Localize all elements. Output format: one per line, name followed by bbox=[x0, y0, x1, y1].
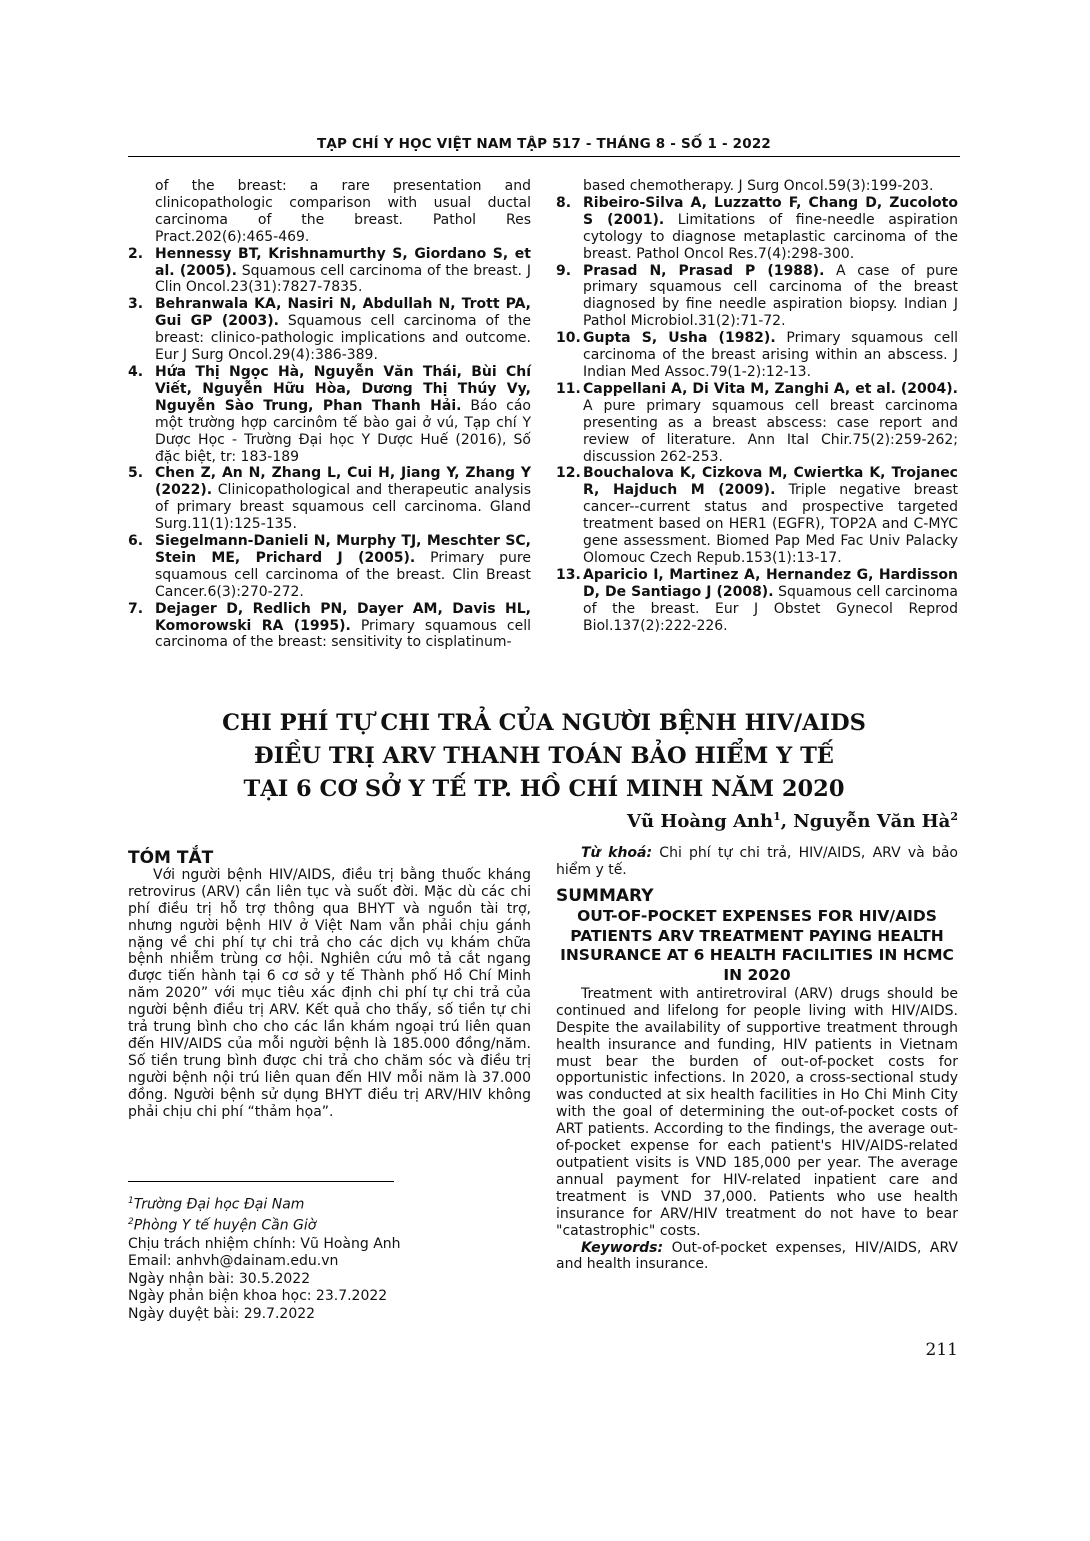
reference-text: A pure primary squamous cell breast carcinoma presenting as a breast abscess: case report and review of literature. Ann Ital Chir.75(2):259-262; discussion 262-253. bbox=[583, 397, 958, 465]
reference-item bbox=[556, 330, 958, 381]
reference-authors: Hứa Thị Ngọc Hà, Nguyễn Văn Thái, Bùi Chí Viết, Nguyễn Hữu Hòa, Dương Thị Thúy Vy, Nguyễn Sào Trung, Phan Thanh Hải. bbox=[155, 363, 531, 414]
reference-text: Limitations of fine-needle aspiration cytology to diagnose metaplastic carcinoma of the breast. Pathol Oncol Res.7(4):298-300. bbox=[583, 211, 958, 262]
reference-item bbox=[556, 381, 958, 466]
reference-number: 3. bbox=[128, 296, 144, 313]
references-left-column bbox=[128, 178, 531, 651]
reference-authors: Prasad N, Prasad P (1988). bbox=[583, 262, 825, 279]
summary-body: Treatment with antiretroviral (ARV) drugs should be continued and lifelong for people living with HIV/AIDS. Despite the availability of supportive treatment through health insurance and funding, HIV patients in Vietnam must bear the burden of out-of-pocket costs for opportunistic infections. In 2020, a cross-sectional study was conducted at six health facilities in Ho Chi Minh City with the goal of determining the out-of-pocket costs of ART patients. According to the findings, the average out-of-pocket expense for each patient's HIV/AIDS-related outpatient visits is VND 185,000 per year. The average annual payment for HIV-related inpatient care and treatment is VND 37,000. Patients who use health insurance for ARV/HIV treatment do not have to bear "catastrophic" costs. bbox=[556, 985, 958, 1239]
reference-text: Triple negative breast cancer--current status and prospective targeted treatment based on HER1 (EGFR), TOP2A and C-MYC gene assessment. Biomed Pap Med Fac Univ Palacky Olomouc Czech Repub.153(1):13-17. bbox=[583, 482, 958, 566]
author-name: Vũ Hoàng Anh bbox=[627, 811, 774, 832]
reference-number: 12. bbox=[556, 465, 581, 482]
reference-item bbox=[128, 364, 531, 465]
reference-item bbox=[556, 465, 958, 566]
reference-number: 5. bbox=[128, 465, 144, 482]
keywords-label: Keywords: bbox=[581, 1239, 664, 1256]
section-heading-tom-tat: TÓM TẮT bbox=[128, 848, 214, 868]
reference-text: Squamous cell carcinoma of the breast. Eur J Obstet Gynecol Reprod Biol.137(2):222-226. bbox=[583, 583, 958, 634]
reference-item bbox=[128, 601, 531, 652]
page-number: 211 bbox=[925, 1340, 958, 1360]
reference-number: 4. bbox=[128, 363, 144, 380]
reference-number: 9. bbox=[556, 262, 572, 279]
reference-authors: Cappellani A, Di Vita M, Zanghi A, et al. (2004). bbox=[583, 380, 958, 397]
english-title: OUT-OF-POCKET EXPENSES FOR HIV/AIDS PATIENTS ARV TREATMENT PAYING HEALTH INSURANCE AT 6 HEALTH FACILITIES IN HCMC IN 2020 bbox=[560, 906, 954, 985]
reference-authors: Behranwala KA, Nasiri N, Abdullah N, Trott PA, Gui GP (2003). bbox=[155, 296, 531, 330]
title-line: ĐIỀU TRỊ ARV THANH TOÁN BẢO HIỂM Y TẾ bbox=[254, 743, 834, 769]
vietnamese-keywords bbox=[556, 845, 958, 879]
reference-authors: Bouchalova K, Cizkova M, Cwiertka K, Trojanec R, Hajduch M (2009). bbox=[583, 465, 958, 499]
reference-authors: Ribeiro-Silva A, Luzzatto F, Chang D, Zucoloto S (2001). bbox=[583, 194, 958, 228]
reference-text: Primary squamous cell carcinoma of the breast arising within an abscess. J Indian Med Assoc.79(1-2):12-13. bbox=[583, 330, 959, 380]
reference-number: 8. bbox=[556, 194, 572, 211]
header-rule bbox=[128, 156, 960, 157]
affiliation-footnote bbox=[128, 1214, 531, 1235]
affiliation-mark: 2 bbox=[950, 810, 958, 823]
reference-text: A case of pure primary squamous cell carcinoma of the breast diagnosed by fine needle aspiration biopsy. Indian J Pathol Microbiol.31(2):71-72. bbox=[583, 262, 958, 330]
reference-text: Squamous cell carcinoma of the breast: clinico-pathologic implications and outcome. Eur J Surg Oncol.29(4):386-389. bbox=[155, 313, 531, 364]
footnote-line: Ngày phản biện khoa học: 23.7.2022 bbox=[128, 1288, 388, 1305]
reference-item bbox=[128, 465, 531, 533]
article-title bbox=[128, 707, 960, 806]
reference-item bbox=[556, 263, 958, 331]
reference-number: 7. bbox=[128, 600, 144, 617]
abstract-body: Với người bệnh HIV/AIDS, điều trị bằng thuốc kháng retrovirus (ARV) cần liên tục và suốt đời. Mặc dù các chi phí điều trị hỗ trợ thông qua BHYT và nguồn tài trợ, nhưng người bệnh HIV ở Việt Nam vẫn phải chịu gánh nặng về chi phí tự chi trả cho các dịch vụ khám chữa bệnh nhiễm trùng cơ hội. Nghiên cứu mô tả cắt ngang được tiến hành tại 6 cơ sở y tế Thành phố Hồ Chí Minh năm 2020” với mục tiêu xác định chi phí tự chi trả của người bệnh điều trị ARV. Kết quả cho thấy, số tiền tự chi trả trung bình cho cho các lần khám ngoại trú liên quan đến HIV/AIDS của mỗi người bệnh là 185.000 đồng/năm. Số tiền trung bình được chi trả cho chăm sóc và điều trị người bệnh nội trú liên quan đến HIV mỗi năm là 37.000 đồng. Người bệnh sử dụng BHYT điều trị ARV/HIV không phải chịu chi phí “thảm họa”. bbox=[128, 866, 531, 1120]
footnote-line: Email: anhvh@dainam.edu.vn bbox=[128, 1253, 339, 1270]
reference-text: Báo cáo một trường hợp carcinôm tế bào gai ở vú, Tạp chí Y Dược Học - Trường Đại học Y Dược Huế (2016), Số đặc biệt, tr: 183-189 bbox=[155, 397, 531, 465]
reference-item bbox=[556, 567, 958, 635]
footnote-text: Phòng Y tế huyện Cần Giờ bbox=[133, 1217, 317, 1234]
abstract-english bbox=[556, 845, 958, 1273]
reference-authors: Aparicio I, Martinez A, Hernandez G, Hardisson D, De Santiago J (2008). bbox=[583, 566, 958, 600]
reference-number: 11. bbox=[556, 380, 581, 397]
footnote-rule bbox=[128, 1181, 394, 1182]
author-separator: , bbox=[780, 811, 794, 832]
reference-authors: Hennessy BT, Krishnamurthy S, Giordano S, et al. (2005). bbox=[155, 245, 531, 279]
reference-item bbox=[128, 246, 531, 297]
journal-header: TẠP CHÍ Y HỌC VIỆT NAM TẬP 517 - THÁNG 8 - SỐ 1 - 2022 bbox=[316, 136, 772, 152]
affiliation-footnote bbox=[128, 1193, 531, 1214]
footnote-line: Ngày duyệt bài: 29.7.2022 bbox=[128, 1305, 316, 1322]
reference-text: of the breast: a rare presentation and clinicopathologic comparison with usual ductal carcinoma of the breast. Pathol Res Pract.202(6):465-469. bbox=[155, 178, 531, 245]
reference-item bbox=[128, 296, 531, 364]
reference-authors: Dejager D, Redlich PN, Dayer AM, Davis HL, Komorowski RA (1995). bbox=[155, 600, 531, 634]
footnote-mark: 1 bbox=[128, 1196, 134, 1206]
keywords-text: Out-of-pocket expenses, HIV/AIDS, ARV and health insurance. bbox=[556, 1239, 958, 1273]
abstract-vietnamese bbox=[128, 850, 531, 1121]
english-keywords bbox=[556, 1240, 958, 1274]
references-right-column bbox=[556, 178, 958, 634]
reference-number: 2. bbox=[128, 245, 144, 262]
reference-number: 13. bbox=[556, 566, 581, 583]
reference-number: 10. bbox=[556, 330, 581, 347]
reference-text: Primary squamous cell carcinoma of the breast: sensitivity to cisplatinum- bbox=[155, 617, 531, 651]
footnote-line: Ngày nhận bài: 30.5.2022 bbox=[128, 1270, 311, 1287]
reference-authors: Chen Z, An N, Zhang L, Cui H, Jiang Y, Zhang Y (2022). bbox=[155, 465, 531, 499]
footnote-line: Chịu trách nhiệm chính: Vũ Hoàng Anh bbox=[128, 1235, 401, 1252]
title-line: TẠI 6 CƠ SỞ Y TẾ TP. HỒ CHÍ MINH NĂM 2020 bbox=[243, 776, 845, 802]
reference-item bbox=[128, 533, 531, 601]
footnotes bbox=[128, 1193, 531, 1323]
reference-number: 6. bbox=[128, 533, 144, 550]
keywords-label: Từ khoá: bbox=[581, 845, 653, 861]
keywords-text: Chi phí tự chi trả, HIV/AIDS, ARV và bảo hiểm y tế. bbox=[556, 845, 958, 878]
reference-text: Primary pure squamous cell carcinoma of the breast. Clin Breast Cancer.6(3):270-272. bbox=[155, 549, 531, 600]
reference-text: Squamous cell carcinoma of the breast. J Clin Oncol.23(31):7827-7835. bbox=[155, 262, 531, 296]
footnote-text: Trường Đại học Đại Nam bbox=[133, 1196, 305, 1213]
reference-text: based chemotherapy. J Surg Oncol.59(3):199-203. bbox=[583, 178, 934, 194]
reference-item bbox=[128, 178, 531, 246]
reference-authors: Siegelmann-Danieli N, Murphy TJ, Meschter SC, Stein ME, Prichard J (2005). bbox=[155, 533, 531, 566]
reference-text: Clinicopathological and therapeutic analysis of primary breast squamous cell carcinoma. Gland Surg.11(1):125-135. bbox=[155, 482, 531, 533]
author-line bbox=[560, 810, 958, 832]
footnote-mark: 2 bbox=[128, 1217, 134, 1228]
reference-item bbox=[556, 195, 958, 263]
reference-item bbox=[556, 178, 958, 195]
affiliation-mark: 1 bbox=[773, 810, 781, 823]
author-name: Nguyễn Văn Hà bbox=[793, 811, 951, 832]
section-heading-summary: SUMMARY bbox=[556, 885, 654, 906]
reference-authors: Gupta S, Usha (1982). bbox=[583, 330, 776, 347]
title-line: CHI PHÍ TỰ CHI TRẢ CỦA NGƯỜI BỆNH HIV/AIDS bbox=[222, 710, 866, 736]
